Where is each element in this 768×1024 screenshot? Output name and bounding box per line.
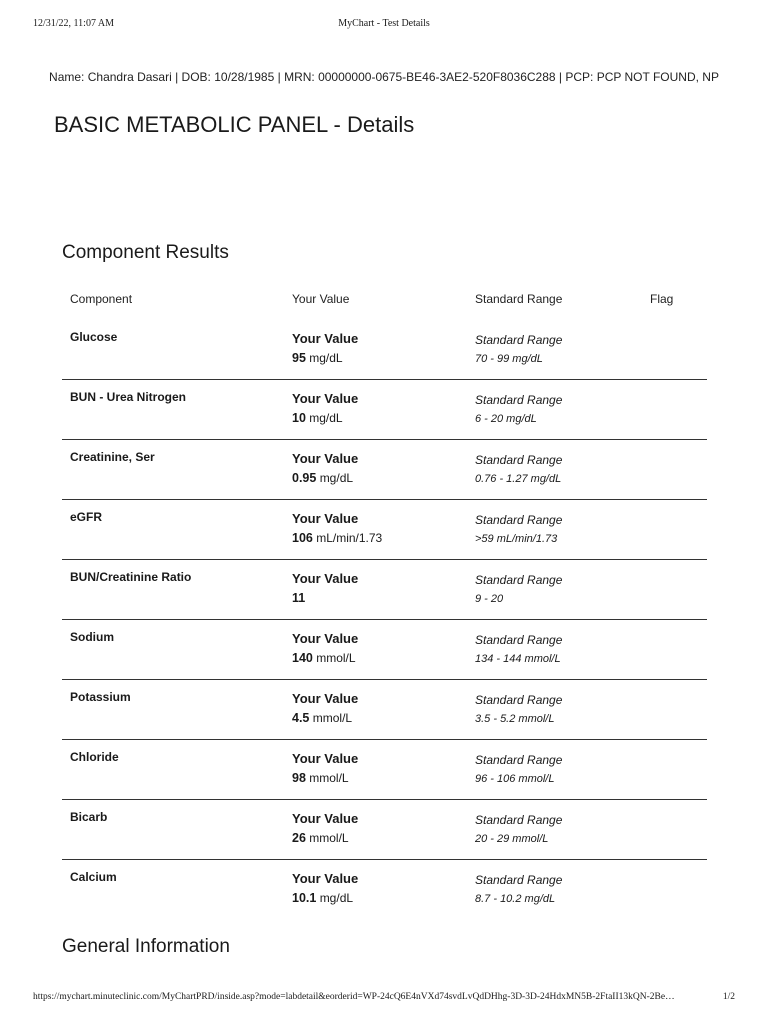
component-name: Creatinine, Ser [70,450,155,464]
value-number: 11 [292,591,306,605]
value-number: 140 [292,651,313,665]
value-number: 0.95 [292,471,317,485]
component-name: Sodium [70,630,114,644]
value-label: Your Value [292,331,359,346]
table-row [62,380,707,440]
table-row [62,680,707,740]
table-row [62,740,707,800]
value [292,351,343,365]
value [292,591,305,605]
value-number: 10.1 [292,891,317,905]
value [292,651,356,665]
value [292,531,382,545]
value-unit: mg/dL [319,891,354,905]
component-results-heading: Component Results [62,242,229,263]
component-name: Glucose [70,330,118,344]
column-header-value: Your Value [292,292,350,306]
value-label: Your Value [292,571,359,586]
value-label: Your Value [292,871,359,886]
standard-range: 8.7 - 10.2 mg/dL [475,893,556,905]
range-label: Standard Range [475,333,563,347]
value-unit: mg/dL [309,411,343,425]
print-footer [0,992,768,1006]
component-name: Chloride [70,750,119,764]
value-label: Your Value [292,511,359,526]
page-number: 1/2 [722,992,735,1002]
general-information-heading: General Information [62,936,230,957]
table-row [62,620,707,680]
table-row [62,800,707,860]
column-header-range: Standard Range [475,292,563,306]
component-name: Bicarb [70,810,108,824]
value-unit: mg/dL [319,471,354,485]
value-unit: mg/dL [309,351,343,365]
range-label: Standard Range [475,513,563,527]
range-label: Standard Range [475,633,563,647]
print-header [0,18,768,32]
value-number: 98 [292,771,306,785]
value-unit: mmol/L [309,831,349,845]
value [292,891,353,905]
value-unit: mL/min/1.73 [316,531,383,545]
value-number: 10 [292,411,306,425]
value [292,771,349,785]
value-label: Your Value [292,391,359,406]
standard-range: 6 - 20 mg/dL [475,413,537,425]
standard-range: 70 - 99 mg/dL [475,353,543,365]
standard-range: 9 - 20 [475,593,504,605]
page-title: BASIC METABOLIC PANEL - Details [54,112,415,137]
value-unit: mmol/L [309,771,349,785]
standard-range: >59 mL/min/1.73 [475,533,558,545]
table-header [62,284,707,320]
range-label: Standard Range [475,393,563,407]
standard-range: 96 - 106 mmol/L [475,773,555,785]
value [292,711,352,725]
patient-info: Name: Chandra Dasari | DOB: 10/28/1985 | MRN: 00000000-0675-BE46-3AE2-520F8036C288 | PCP: PCP NOT FOUND, NP [49,70,719,84]
value-label: Your Value [292,451,359,466]
table-row [62,500,707,560]
print-page-title: MyChart - Test Details [338,18,430,29]
component-name: BUN/Creatinine Ratio [70,570,192,584]
value-number: 95 [292,351,306,365]
table-row [62,560,707,620]
table-row [62,440,707,500]
range-label: Standard Range [475,453,563,467]
value [292,471,353,485]
standard-range: 3.5 - 5.2 mmol/L [475,713,555,725]
value-label: Your Value [292,751,359,766]
table-row [62,860,707,919]
value-unit: mmol/L [312,711,353,725]
column-header-flag: Flag [650,292,674,306]
standard-range: 0.76 - 1.27 mg/dL [475,473,562,485]
component-name: Potassium [70,690,131,704]
range-label: Standard Range [475,573,563,587]
standard-range: 20 - 29 mmol/L [475,833,549,845]
value-number: 106 [292,531,313,545]
value-unit: mmol/L [316,651,356,665]
range-label: Standard Range [475,873,563,887]
range-label: Standard Range [475,693,563,707]
print-timestamp: 12/31/22, 11:07 AM [33,18,115,29]
value-label: Your Value [292,811,359,826]
table-row [62,320,707,380]
range-label: Standard Range [475,753,563,767]
component-name: Calcium [70,870,117,884]
value-number: 4.5 [292,711,310,725]
value-label: Your Value [292,691,359,706]
component-name: eGFR [70,510,103,524]
column-header-component: Component [70,292,133,306]
range-label: Standard Range [475,813,563,827]
value-number: 26 [292,831,306,845]
value [292,831,349,845]
component-results-table [62,284,707,919]
standard-range: 134 - 144 mmol/L [475,653,561,665]
print-url: https://mychart.minuteclinic.com/MyChartPRD/inside.asp?mode=labdetail&eorderid=WP-24cQ6E4nVXd74svdLvQdDHhg-3D-3D-24HdxMN5B-2FtaII13kQN-2Be… [33,992,675,1002]
value-label: Your Value [292,631,359,646]
value [292,411,343,425]
component-name: BUN - Urea Nitrogen [70,390,187,404]
